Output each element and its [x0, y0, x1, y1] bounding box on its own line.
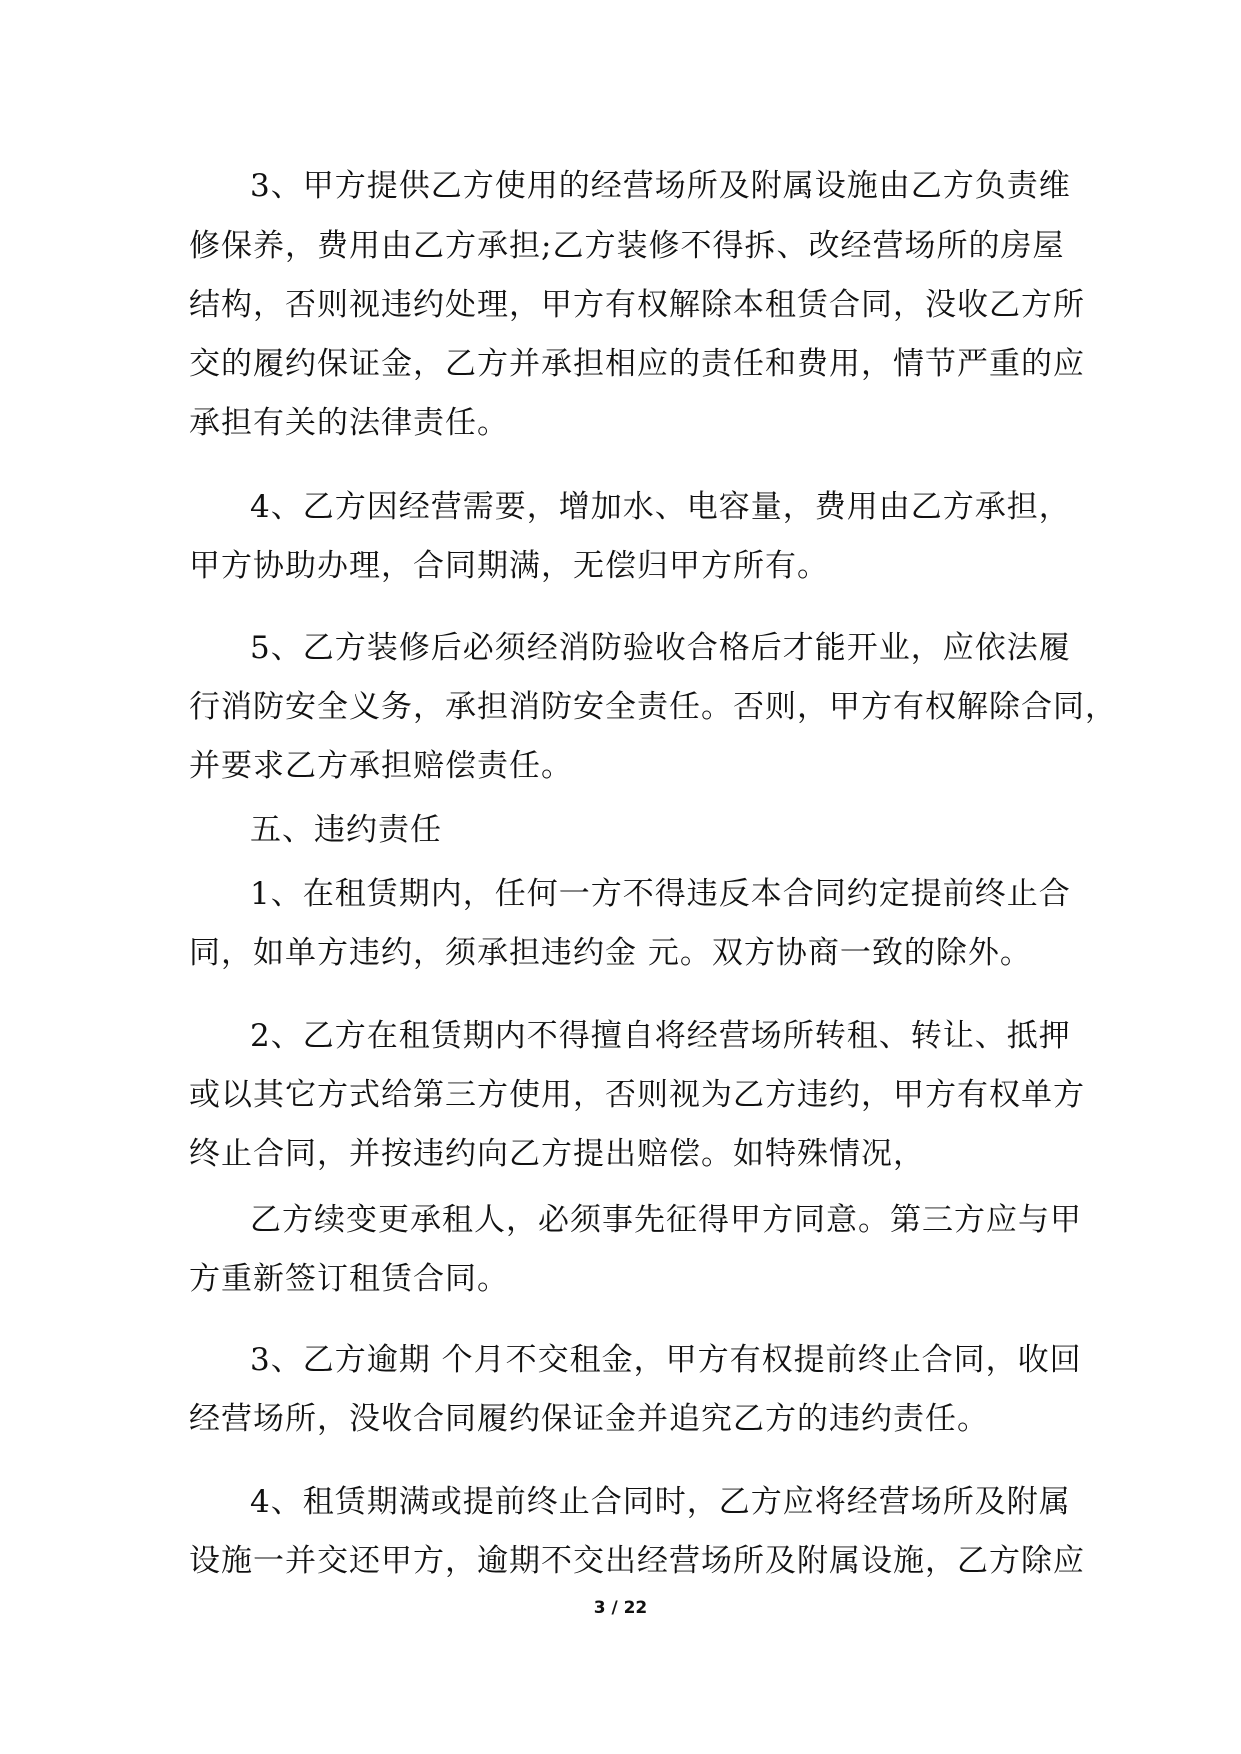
paragraph-line: 3、乙方逾期 个月不交租金，甲方有权提前终止合同，收回	[250, 1342, 1082, 1378]
paragraph-line: 2、乙方在租赁期内不得擅自将经营场所转租、转让、抵押	[250, 1018, 1071, 1054]
paragraph-line: 5、乙方装修后必须经消防验收合格后才能开业，应依法履	[250, 630, 1071, 666]
paragraph-line: 结构，否则视违约处理，甲方有权解除本租赁合同，没收乙方所	[189, 287, 1085, 323]
paragraph-line: 3、甲方提供乙方使用的经营场所及附属设施由乙方负责维	[250, 168, 1071, 204]
paragraph-line: 终止合同，并按违约向乙方提出赔偿。如特殊情况，	[189, 1136, 925, 1172]
section-heading: 五、违约责任	[250, 812, 442, 848]
paragraph-line: 经营场所，没收合同履约保证金并追究乙方的违约责任。	[189, 1401, 989, 1437]
paragraph-line: 方重新签订租赁合同。	[189, 1261, 509, 1297]
paragraph-line: 设施一并交还甲方，逾期不交出经营场所及附属设施，乙方除应	[189, 1543, 1085, 1579]
paragraph-line: 行消防安全义务，承担消防安全责任。否则，甲方有权解除合同，	[189, 689, 1117, 725]
paragraph-line: 乙方续变更承租人，必须事先征得甲方同意。第三方应与甲	[250, 1202, 1082, 1238]
paragraph-line: 承担有关的法律责任。	[189, 405, 509, 441]
paragraph-line: 1、在租赁期内，任何一方不得违反本合同约定提前终止合	[250, 876, 1071, 912]
paragraph-line: 4、租赁期满或提前终止合同时，乙方应将经营场所及附属	[250, 1484, 1071, 1520]
page-number: 3 / 22	[593, 1598, 648, 1618]
paragraph-line: 修保养，费用由乙方承担;乙方装修不得拆、改经营场所的房屋	[189, 228, 1065, 264]
paragraph-line: 4、乙方因经营需要，增加水、电容量，费用由乙方承担，	[250, 489, 1071, 525]
paragraph-line: 或以其它方式给第三方使用，否则视为乙方违约，甲方有权单方	[189, 1077, 1085, 1113]
paragraph-line: 甲方协助办理，合同期满，无偿归甲方所有。	[189, 548, 829, 584]
paragraph-line: 同，如单方违约，须承担违约金 元。双方协商一致的除外。	[189, 935, 1032, 971]
paragraph-line: 交的履约保证金，乙方并承担相应的责任和费用，情节严重的应	[189, 346, 1085, 382]
paragraph-line: 并要求乙方承担赔偿责任。	[189, 748, 573, 784]
